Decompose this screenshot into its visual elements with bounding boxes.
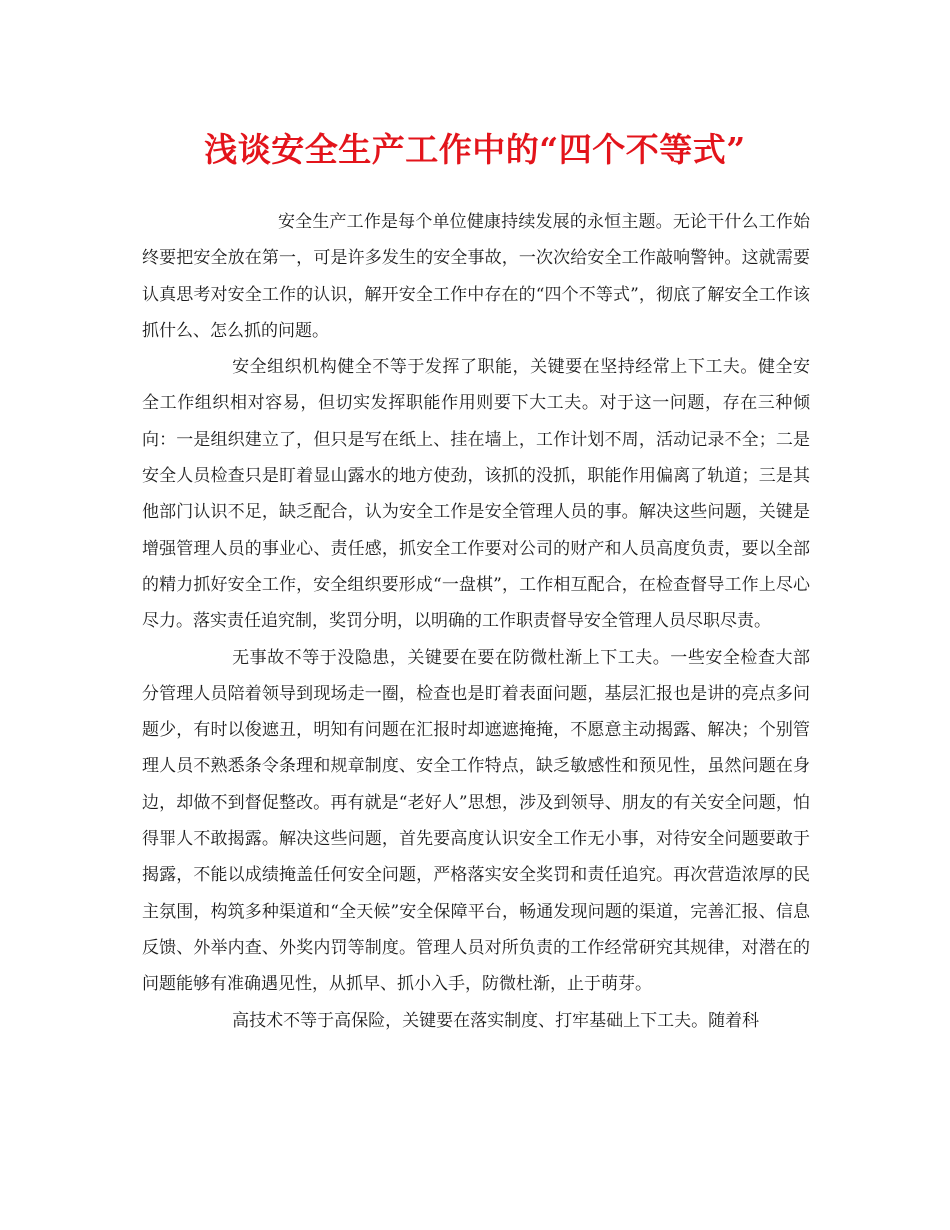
paragraph-high-tech: 高技术不等于高保险，关键要在落实制度、打牢基础上下工夫。随着科 bbox=[232, 1010, 760, 1031]
document-title: 浅谈安全生产工作中的“四个不等式” bbox=[204, 130, 746, 169]
paragraph-organization: 安全组织机构健全不等于发挥了职能，关键要在坚持经常上下工夫。健全安全工作组织相对容易，但切实发挥职能作用则要下大工夫。对于这一问题，存在三种倾向：一是组织建立了，但只是写在纸上、挂在墙上，工作计划不周，活动记录不全；二是安全人员检查只是盯着显山露水的地方使劲，该抓的没抓，职能作用偏离了轨道；三是其他部门认识不足，缺乏配合，认为安全工作是安全管理人员的事。解决这些问题，关键是增强管理人员的事业心、责任感，抓安全工作要对公司的财产和人员高度负责，要以全部的精力抓好安全工作，安全组织要形成“一盘棋”，工作相互配合，在检查督导工作上尽心尽力。落实责任追究制，奖罚分明，以明确的工作职责督导安全管理人员尽职尽责。 bbox=[142, 357, 810, 632]
paragraph-hidden-danger: 无事故不等于没隐患，关键要在要在防微杜渐上下工夫。一些安全检查大部分管理人员陪着领导到现场走一圈，检查也是盯着表面问题，基层汇报也是讲的亮点多问题少，有时以俊遮丑，明知有问题在汇报时却遮遮掩掩，不愿意主动揭露、解决；个别管理人员不熟悉条令条理和规章制度、安全工作特点，缺乏敏感性和预见性，虽然问题在身边，却做不到督促整改。再有就是“老好人”思想，涉及到领导、朋友的有关安全问题，怕得罪人不敢揭露。解决这些问题，首先要高度认识安全工作无小事，对待安全问题要敢于揭露，不能以成绩掩盖任何安全问题，严格落实安全奖罚和责任追究。再次营造浓厚的民主氛围，构筑多种渠道和“全天候”安全保障平台，畅通发现问题的渠道，完善汇报、信息反馈、外举内查、外奖内罚等制度。管理人员对所负责的工作经常研究其规律，对潜在的问题能够有准确遇见性，从抓早、抓小入手，防微杜渐，止于萌芽。 bbox=[142, 647, 810, 995]
document-body bbox=[142, 204, 810, 1039]
paragraph-intro: 安全生产工作是每个单位健康持续发展的永恒主题。无论干什么工作始终要把安全放在第一，可是许多发生的安全事故，一次次给安全工作敲响警钟。这就需要认真思考对安全工作的认识，解开安全工作中存在的“四个不等式”，彻底了解安全工作该抓什么、怎么抓的问题。 bbox=[142, 212, 810, 341]
